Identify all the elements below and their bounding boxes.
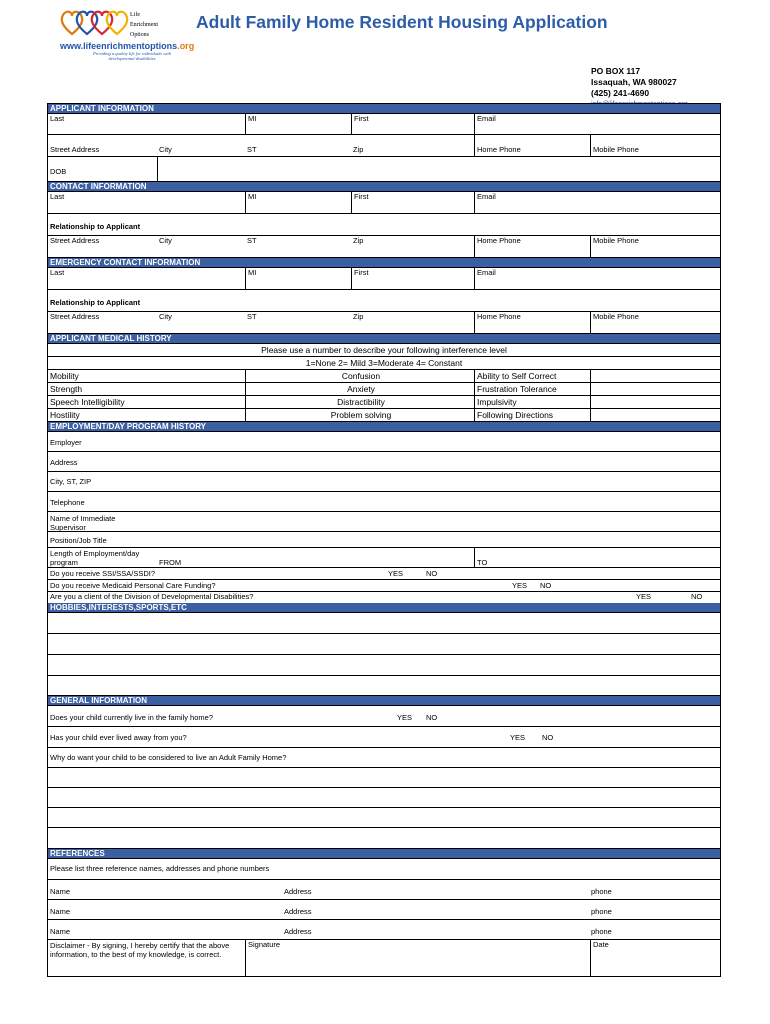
- ssi-no-option[interactable]: NO: [426, 569, 438, 578]
- employer-telephone-field[interactable]: [48, 492, 720, 512]
- emergency-relationship-row[interactable]: [48, 290, 720, 312]
- emergency-address-row: [48, 312, 720, 334]
- emergency-name-row: [48, 268, 720, 290]
- applicant-dob-row: [48, 157, 720, 182]
- ssi-row: [48, 568, 720, 580]
- label-street: Street Address: [50, 145, 100, 154]
- general-q3: Why do want your child to be considered to live an Adult Family Home?: [50, 753, 287, 762]
- ref-address-label: Address: [284, 907, 312, 916]
- signature-field[interactable]: Signature: [245, 940, 590, 976]
- section-employment-header: EMPLOYMENT/DAY PROGRAM HISTORY: [48, 422, 720, 432]
- medical-item: Problem solving: [245, 409, 474, 421]
- q2-no-option[interactable]: NO: [542, 733, 554, 742]
- general-q1-row: [48, 706, 720, 727]
- medical-score-field[interactable]: [590, 396, 720, 408]
- medical-score-field[interactable]: [590, 370, 720, 382]
- medicaid-no-option[interactable]: NO: [540, 581, 552, 590]
- label-st: ST: [247, 145, 257, 154]
- medicaid-yes-option[interactable]: YES: [512, 581, 528, 590]
- general-q2: Has your child ever lived away from you?: [50, 733, 187, 742]
- emergency-last-field[interactable]: Last: [50, 268, 65, 277]
- medical-item: Confusion: [245, 370, 474, 382]
- q1-no-option[interactable]: NO: [426, 713, 438, 722]
- applicant-city-field[interactable]: [157, 135, 245, 156]
- medical-row: [48, 370, 720, 383]
- medical-item: Speech Intelligibility: [50, 397, 125, 407]
- general-answer-line[interactable]: [48, 768, 720, 788]
- po-box: PO BOX 117: [591, 66, 641, 76]
- contact-mobile-phone-field[interactable]: Mobile Phone: [590, 236, 720, 257]
- section-contact-header: CONTACT INFORMATION: [48, 182, 720, 192]
- section-general-header: GENERAL INFORMATION: [48, 696, 720, 706]
- emergency-city-field[interactable]: City: [159, 312, 172, 321]
- city-state: Issaquah, WA 980027: [591, 77, 677, 87]
- ssi-question: Do you receive SSI/SSA/SSDI?: [50, 569, 156, 578]
- applicant-street-field[interactable]: [48, 135, 157, 156]
- section-hobbies-header: HOBBIES,INTERESTS,SPORTS,ETC: [48, 603, 720, 613]
- logo-line-2: Enrichment: [130, 22, 158, 28]
- medical-item: Anxiety: [245, 383, 474, 395]
- contact-name-row: [48, 192, 720, 214]
- label-employer: Employer: [50, 438, 82, 447]
- emergency-mobile-phone-field[interactable]: Mobile Phone: [590, 312, 720, 333]
- section-emergency-header: EMERGENCY CONTACT INFORMATION: [48, 258, 720, 268]
- label-first: First: [354, 114, 369, 123]
- q1-yes-option[interactable]: YES: [397, 713, 413, 722]
- medicaid-question: Do you receive Medicaid Personal Care Funding?: [50, 581, 216, 590]
- emergency-relationship-label: Relationship to Applicant: [50, 298, 141, 307]
- contact-email-field[interactable]: Email: [474, 192, 720, 213]
- applicant-name-row: [48, 114, 720, 135]
- general-q3-row[interactable]: [48, 748, 720, 768]
- label-position: Position/Job Title: [50, 536, 107, 545]
- applicant-zip-field[interactable]: [351, 135, 474, 156]
- contact-home-phone-field[interactable]: Home Phone: [474, 236, 590, 257]
- reference-row[interactable]: [48, 920, 720, 940]
- logo-tagline: Providing a quality life for individuals with developmental disabilities: [92, 51, 172, 61]
- ssi-yes-option[interactable]: YES: [388, 569, 404, 578]
- q2-yes-option[interactable]: YES: [510, 733, 526, 742]
- medical-score-field[interactable]: [590, 383, 720, 395]
- employer-field[interactable]: [48, 432, 720, 452]
- emergency-email-field[interactable]: Email: [474, 268, 720, 289]
- medical-item: Impulsivity: [474, 396, 590, 408]
- applicant-mobile-phone-field[interactable]: [590, 135, 720, 156]
- applicant-dob-label: [48, 157, 157, 181]
- ref-name-label: Name: [50, 907, 71, 916]
- applicant-first-field[interactable]: [351, 114, 474, 134]
- emergency-street-field[interactable]: Street Address: [50, 312, 100, 321]
- label-telephone: Telephone: [50, 498, 85, 507]
- label-supervisor-2: Supervisor: [50, 523, 86, 532]
- medical-item: Strength: [50, 384, 83, 394]
- label-employer-address: Address: [50, 458, 78, 467]
- applicant-email-field[interactable]: [474, 114, 720, 134]
- medical-item: Distractibility: [245, 396, 474, 408]
- applicant-st-field[interactable]: [245, 135, 351, 156]
- position-field[interactable]: [48, 532, 720, 548]
- medicaid-row: [48, 580, 720, 592]
- organization-logo: [60, 8, 195, 64]
- label-last: Last: [50, 114, 65, 123]
- general-q2-row: [48, 727, 720, 748]
- label-city: City: [159, 145, 172, 154]
- medical-score-field[interactable]: [590, 409, 720, 421]
- hobbies-line[interactable]: [48, 613, 720, 634]
- medical-item: Ability to Self Correct: [474, 370, 590, 382]
- contact-st-field[interactable]: ST: [247, 236, 257, 245]
- medical-instructions: Please use a number to describe your following interference level: [48, 344, 720, 357]
- medical-scale: 1=None 2= Mild 3=Moderate 4= Constant: [48, 357, 720, 370]
- ref-phone-label: phone: [591, 927, 612, 936]
- logo-line-3: Options: [130, 32, 150, 38]
- employer-city-field[interactable]: [48, 472, 720, 492]
- medical-item: Hostility: [50, 410, 80, 420]
- contact-relationship-label: Relationship to Applicant: [50, 222, 141, 231]
- emergency-mi-field[interactable]: MI: [245, 268, 351, 289]
- medical-item: Following Directions: [474, 409, 590, 421]
- reference-row[interactable]: [48, 880, 720, 900]
- label-mobile-phone: Mobile Phone: [593, 145, 639, 154]
- contact-mi-field[interactable]: MI: [245, 192, 351, 213]
- applicant-address-row: [48, 135, 720, 157]
- emergency-first-field[interactable]: First: [351, 268, 474, 289]
- medical-row: [48, 383, 720, 396]
- medical-item: Mobility: [50, 371, 79, 381]
- contact-relationship-row[interactable]: [48, 214, 720, 236]
- reference-row[interactable]: [48, 900, 720, 920]
- ddd-yes-option[interactable]: YES: [636, 592, 652, 601]
- general-answer-line[interactable]: [48, 788, 720, 808]
- length-row: [48, 548, 720, 568]
- applicant-home-phone-field[interactable]: [474, 135, 590, 156]
- label-home-phone: Home Phone: [477, 145, 521, 154]
- from-field[interactable]: FROM: [159, 558, 182, 567]
- to-field[interactable]: TO: [474, 548, 720, 567]
- disclaimer: Disclaimer - By signing, I hereby certify that the above information, to the best of my knowledge, is correct.: [50, 941, 230, 959]
- general-answer-line[interactable]: [48, 808, 720, 828]
- section-references-header: REFERENCES: [48, 849, 720, 859]
- ref-phone-label: phone: [591, 907, 612, 916]
- ref-phone-label: phone: [591, 887, 612, 896]
- emergency-home-phone-field[interactable]: Home Phone: [474, 312, 590, 333]
- ref-name-label: Name: [50, 887, 71, 896]
- label-supervisor-1: Name of Immediate: [50, 514, 116, 523]
- references-instructions-row: [48, 859, 720, 880]
- ddd-row: [48, 592, 720, 603]
- emergency-zip-field[interactable]: Zip: [353, 312, 364, 321]
- ddd-question: Are you a client of the Division of Developmental Disabilities?: [50, 592, 254, 601]
- signature-row: [48, 940, 720, 976]
- section-medical-header: APPLICANT MEDICAL HISTORY: [48, 334, 720, 344]
- ddd-no-option[interactable]: NO: [691, 592, 703, 601]
- hobbies-line[interactable]: [48, 634, 720, 655]
- label-zip: Zip: [353, 145, 364, 154]
- ref-name-label: Name: [50, 927, 71, 936]
- logo-url[interactable]: www.lifeenrichmentoptions.org: [60, 41, 195, 51]
- label-email: Email: [477, 114, 496, 123]
- medical-row: [48, 396, 720, 409]
- label-city-st-zip: City, ST, ZIP: [50, 477, 92, 486]
- ref-address-label: Address: [284, 887, 312, 896]
- medical-item: Frustration Tolerance: [474, 383, 590, 395]
- applicant-mi-field[interactable]: [245, 114, 351, 134]
- emergency-st-field[interactable]: ST: [247, 312, 257, 321]
- applicant-dob-field[interactable]: [157, 157, 720, 181]
- length-label: Length of Employment/day program: [50, 549, 140, 567]
- logo-line-1: Life: [130, 12, 140, 18]
- employer-address-field[interactable]: [48, 452, 720, 472]
- hobbies-line[interactable]: [48, 676, 720, 696]
- page-title: Adult Family Home Resident Housing Application: [196, 12, 608, 32]
- contact-zip-field[interactable]: Zip: [353, 236, 364, 245]
- hearts-logo-icon: [60, 8, 130, 38]
- contact-street-field[interactable]: Street Address: [50, 236, 100, 245]
- contact-city-field[interactable]: City: [159, 236, 172, 245]
- date-field[interactable]: Date: [590, 940, 720, 976]
- applicant-last-field[interactable]: [48, 114, 245, 134]
- medical-row: [48, 409, 720, 422]
- phone-number: (425) 241-4690: [591, 88, 650, 98]
- supervisor-field[interactable]: [48, 512, 720, 532]
- general-q1: Does your child currently live in the family home?: [50, 713, 213, 722]
- contact-last-field[interactable]: Last: [50, 192, 65, 201]
- general-answer-line[interactable]: [48, 828, 720, 849]
- contact-address-row: [48, 236, 720, 258]
- ref-address-label: Address: [284, 927, 312, 936]
- hobbies-line[interactable]: [48, 655, 720, 676]
- label-dob: DOB: [50, 167, 67, 176]
- application-form: [47, 103, 721, 977]
- section-applicant-header: APPLICANT INFORMATION: [48, 104, 720, 114]
- references-instructions: Please list three reference names, addresses and phone numbers: [50, 864, 270, 873]
- contact-first-field[interactable]: First: [351, 192, 474, 213]
- label-mi: MI: [248, 114, 257, 123]
